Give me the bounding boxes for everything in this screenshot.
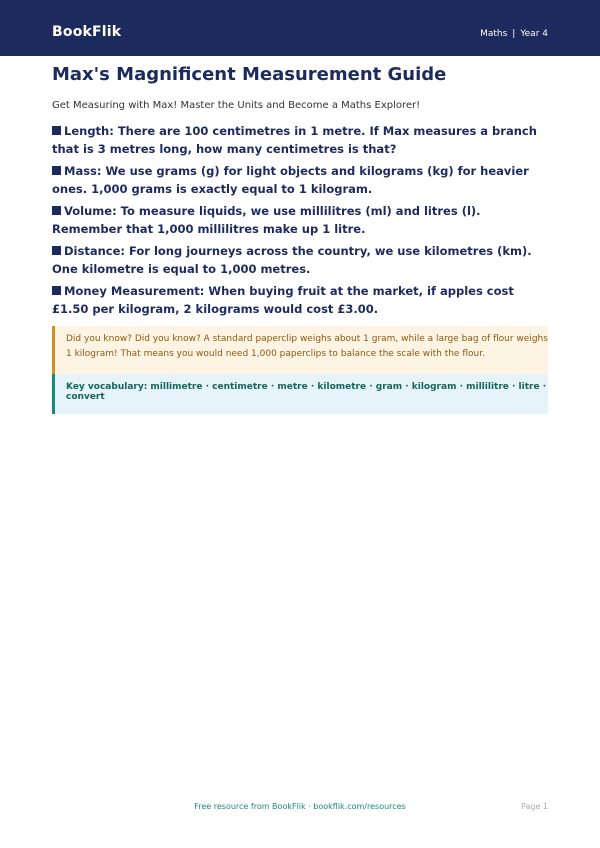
header-meta: [480, 29, 548, 39]
page-subtitle: Get Measuring with Max! Master the Units and Become a Maths Explorer!: [52, 100, 421, 111]
fact-list: [52, 122, 552, 322]
item-text: Distance: For long journeys across the country, we use kilometres (km). One kilometre is equal to 1,000 metres.: [52, 244, 532, 276]
item-text: Volume: To measure liquids, we use millilitres (ml) and litres (l). Remember that 1,000 millilitres make up 1 litre.: [52, 204, 481, 236]
list-item: [52, 122, 552, 158]
list-item: [52, 202, 552, 238]
page-title: Max's Magnificent Measurement Guide: [52, 64, 447, 85]
square-bullet-icon: [52, 126, 61, 135]
header-bar: [0, 0, 600, 56]
list-item: [52, 242, 552, 278]
key-vocabulary-box: Key vocabulary: millimetre · centimetre · metre · kilometre · gram · kilogram · millilitre · litre · convert: [52, 374, 548, 414]
meta-separator: |: [512, 29, 516, 39]
item-text: Money Measurement: When buying fruit at the market, if apples cost £1.50 per kilogram, 2 kilograms would cost £3.00.: [52, 284, 514, 316]
brand-logo[interactable]: BookFlik: [52, 24, 122, 40]
square-bullet-icon: [52, 286, 61, 295]
page-number: Page 1: [521, 802, 548, 811]
square-bullet-icon: [52, 246, 61, 255]
item-text: Mass: We use grams (g) for light objects and kilograms (kg) for heavier ones. 1,000 grams is exactly equal to 1 kilogram.: [52, 164, 529, 196]
subject-label: Maths: [480, 29, 508, 39]
year-label: Year 4: [520, 29, 548, 39]
square-bullet-icon: [52, 206, 61, 215]
square-bullet-icon: [52, 166, 61, 175]
footer-link[interactable]: Free resource from BookFlik · bookflik.com/resources: [194, 802, 406, 811]
list-item: [52, 162, 552, 198]
item-text: Length: There are 100 centimetres in 1 metre. If Max measures a branch that is 3 metres long, how many centimetres is that?: [52, 124, 537, 156]
did-you-know-callout: Did you know? Did you know? A standard paperclip weighs about 1 gram, while a large bag of flour weighs 1 kilogram! That means you would need 1,000 paperclips to balance the scale with the flour.: [52, 326, 548, 374]
list-item: [52, 282, 552, 318]
